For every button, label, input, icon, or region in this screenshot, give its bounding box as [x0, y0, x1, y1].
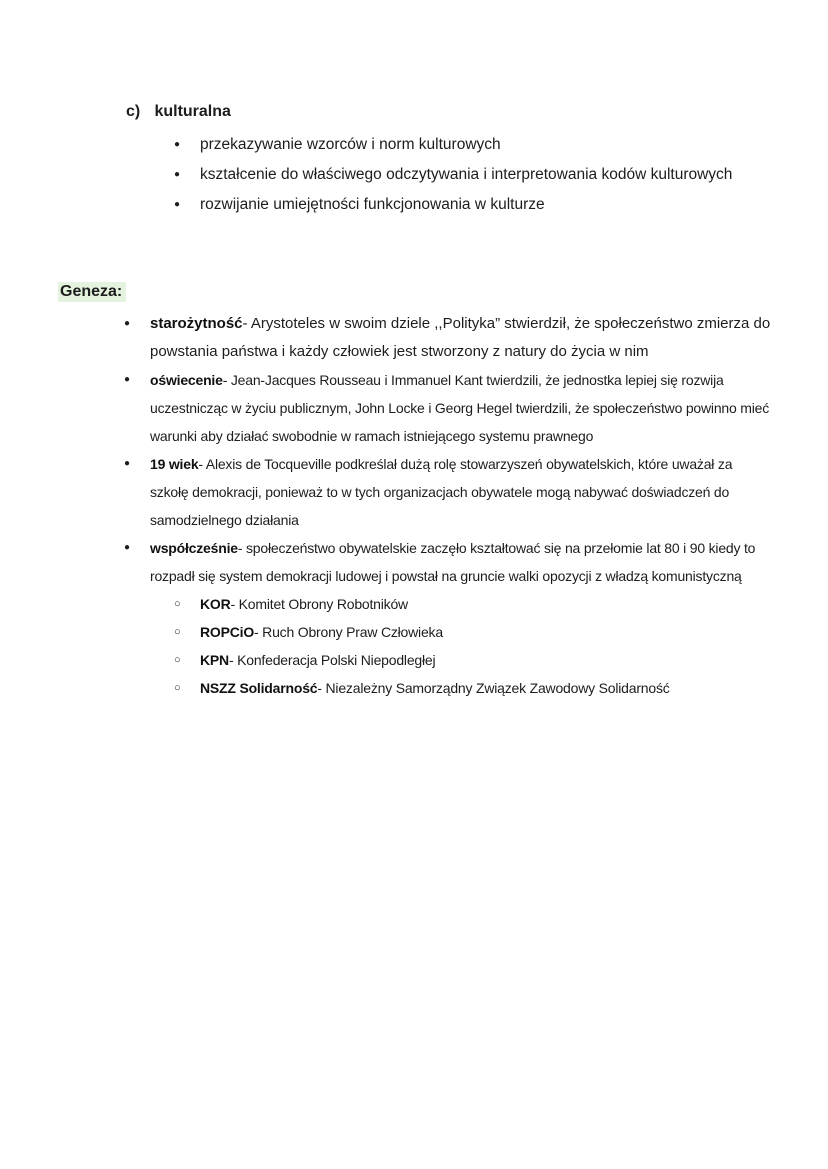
- geneza-heading: Geneza:: [58, 282, 126, 302]
- organization-name: - Ruch Obrony Praw Człowieka: [254, 624, 443, 640]
- section-c-list: [174, 130, 734, 220]
- organization-name: - Konfederacja Polski Niepodległej: [228, 652, 436, 668]
- period-term: 19 wiek: [150, 456, 199, 472]
- organizations-list: [174, 590, 774, 702]
- geneza-list: [124, 310, 774, 702]
- section-c-heading: [126, 103, 231, 121]
- organization-item: [174, 618, 774, 646]
- period-term: starożytność: [150, 315, 243, 332]
- organization-item: [174, 674, 774, 702]
- list-item: ● kształcenie do właściwego odczytywania i interpretowania kodów kulturowych: [174, 160, 734, 190]
- list-item: [124, 450, 774, 534]
- period-term: współcześnie: [150, 540, 238, 556]
- organization-name: - Niezależny Samorządny Związek Zawodowy Solidarność: [317, 680, 670, 696]
- list-item: [124, 310, 774, 366]
- organization-abbr: KOR: [200, 596, 231, 612]
- organization-abbr: NSZZ Solidarność: [200, 680, 318, 696]
- period-text: - społeczeństwo obywatelskie zaczęło kształtować się na przełomie lat 80 i 90 kiedy to rozpadł się system demokracji ludowej i powstał na gruncie walki opozycji z władzą komunistyczną: [150, 540, 756, 584]
- list-item: ● rozwijanie umiejętności funkcjonowania w kulturze: [174, 190, 734, 220]
- organization-item: [174, 646, 774, 674]
- organization-name: - Komitet Obrony Robotników: [230, 596, 408, 612]
- list-item: [124, 534, 774, 702]
- organization-abbr: KPN: [200, 652, 229, 668]
- period-text: - Alexis de Tocqueville podkreślał dużą rolę stowarzyszeń obywatelskich, które uważał za szkołę demokracji, ponieważ to w tych organizacjach obywatele mogą nabywać doświadczeń do samodzielnego działania: [150, 456, 733, 528]
- section-c-title: kulturalna: [154, 103, 231, 120]
- section-c-letter: c): [126, 103, 141, 120]
- organization-abbr: ROPCiO: [200, 624, 255, 640]
- period-text: - Arystoteles w swoim dziele ,,Polityka” stwierdził, że społeczeństwo zmierza do powstania państwa i każdy człowiek jest stworzony z natury do życia w nim: [150, 315, 771, 360]
- organization-item: [174, 590, 774, 618]
- period-text: - Jean-Jacques Rousseau i Immanuel Kant twierdzili, że jednostka lepiej się rozwija uczestnicząc w życiu publicznym, John Locke i Georg Hegel twierdzili, że społeczeństwo powinno mieć warunki aby działać swobodnie w ramach istniejącego systemu prawnego: [150, 372, 770, 444]
- list-item: [124, 366, 774, 450]
- period-term: oświecenie: [150, 372, 223, 388]
- list-item: ● przekazywanie wzorców i norm kulturowych: [174, 130, 734, 160]
